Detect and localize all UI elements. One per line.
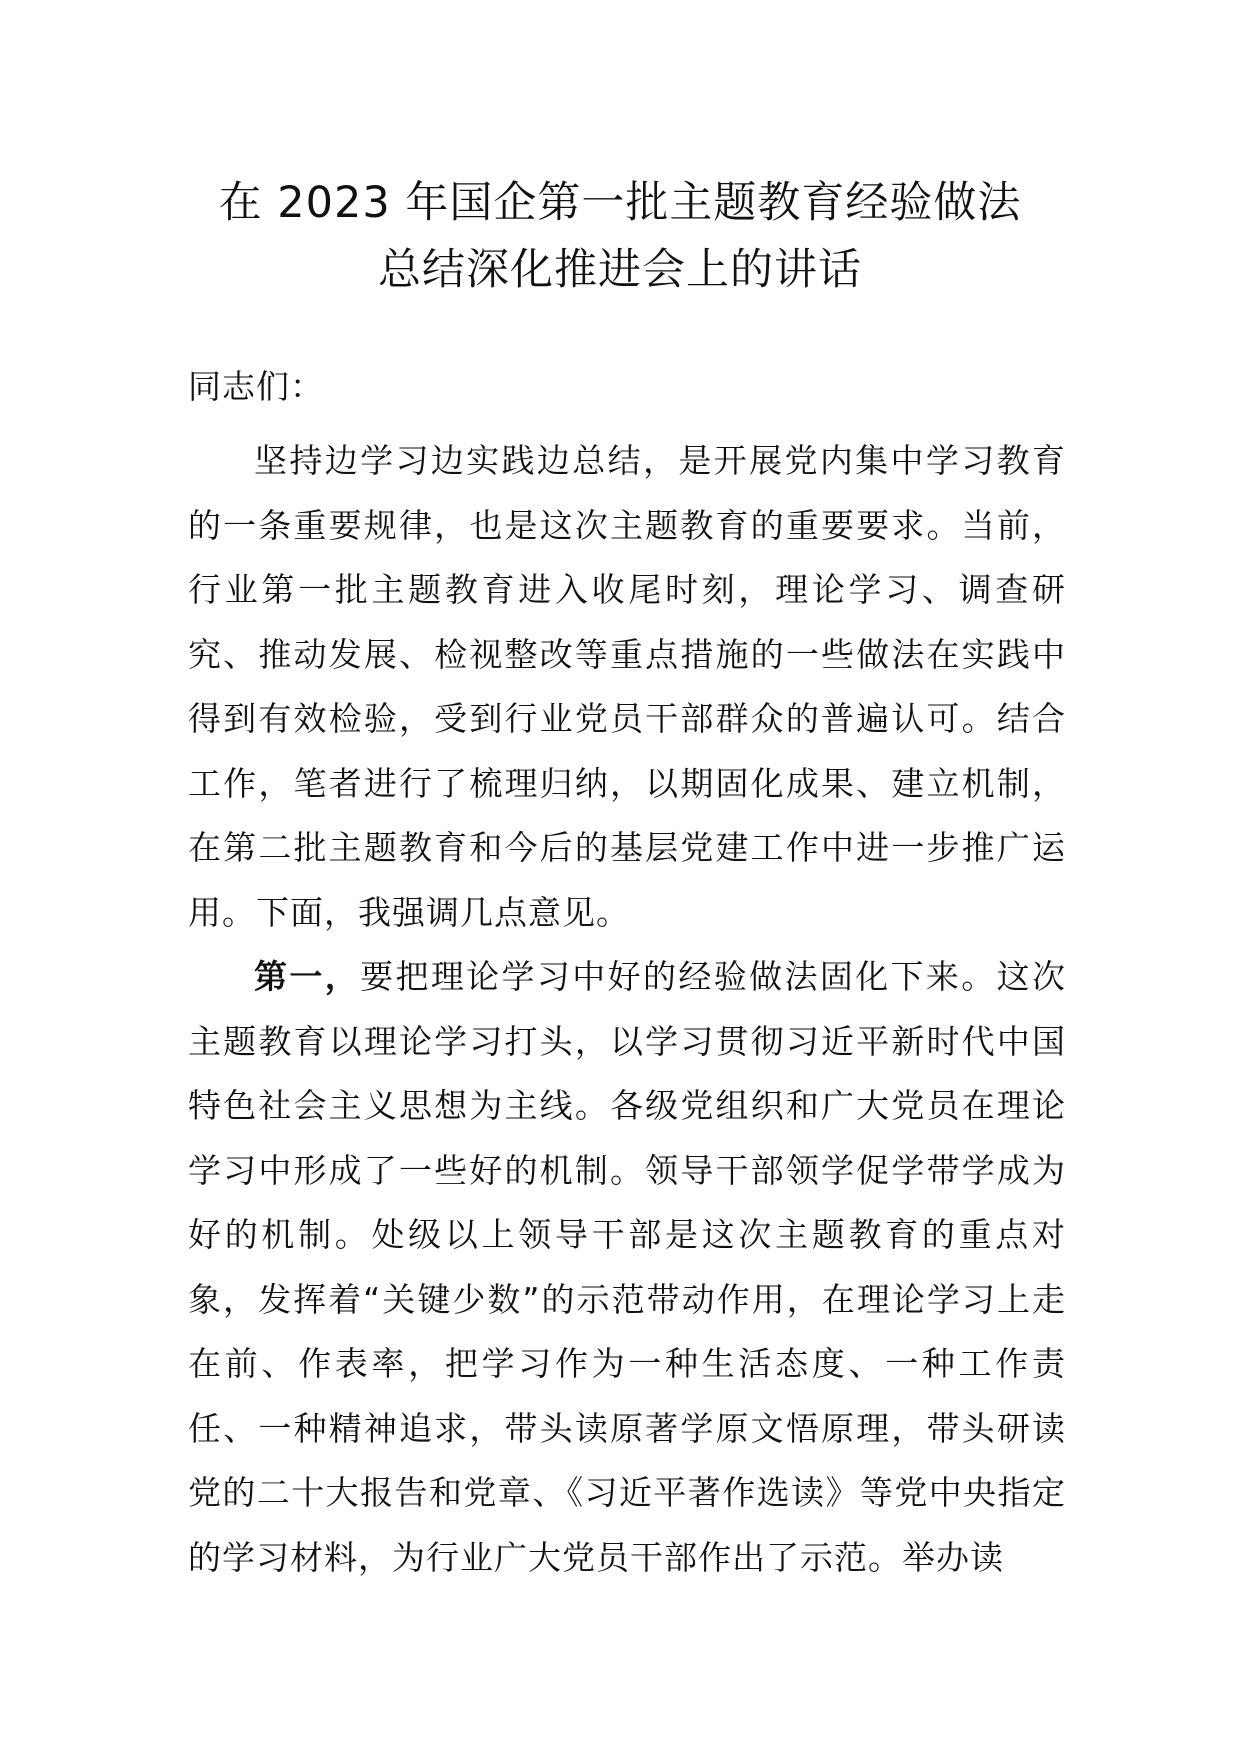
document-title-line-1: 在 2023 年国企第一批主题教育经验做法	[218, 178, 1022, 228]
paragraph-text: 坚持边学习边实践边总结，是开展党内集中学习教育的一条重要规律，也是这次主题教育的重要要求。当前，行业第一批主题教育进入收尾时刻，理论学习、调查研究、推动发展、检视整改等重点措施的一些做法在实践中得到有效检验，受到行业党员干部群众的普遍认可。结合工作，笔者进行了梳理归纳，以期固化成果、建立机制，在第二批主题教育和今后的基层党建工作中进一步推广运用。下面，我强调几点意见。	[188, 441, 1066, 932]
body-paragraph	[188, 945, 1066, 1590]
paragraph-lead: 第一，	[254, 957, 361, 996]
body-paragraph	[188, 429, 1066, 945]
salutation: 同志们：	[188, 367, 324, 406]
paragraph-text: 要把理论学习中好的经验做法固化下来。这次主题教育以理论学习打头，以学习贯彻习近平新时代中国特色社会主义思想为主线。各级党组织和广大党员在理论学习中形成了一些好的机制。领导干部领学促学带学成为好的机制。处级以上领导干部是这次主题教育的重点对象，发挥着“关键少数”的示范带动作用，在理论学习上走在前、作表率，把学习作为一种生活态度、一种工作责任、一种精神追求，带头读原著学原文悟原理，带头研读党的二十大报告和党章、《习近平著作选读》等党中央指定的学习材料，为行业广大党员干部作出了示范。举办读	[188, 957, 1066, 1577]
document-title-line-2: 总结深化推进会上的讲话	[378, 245, 862, 295]
